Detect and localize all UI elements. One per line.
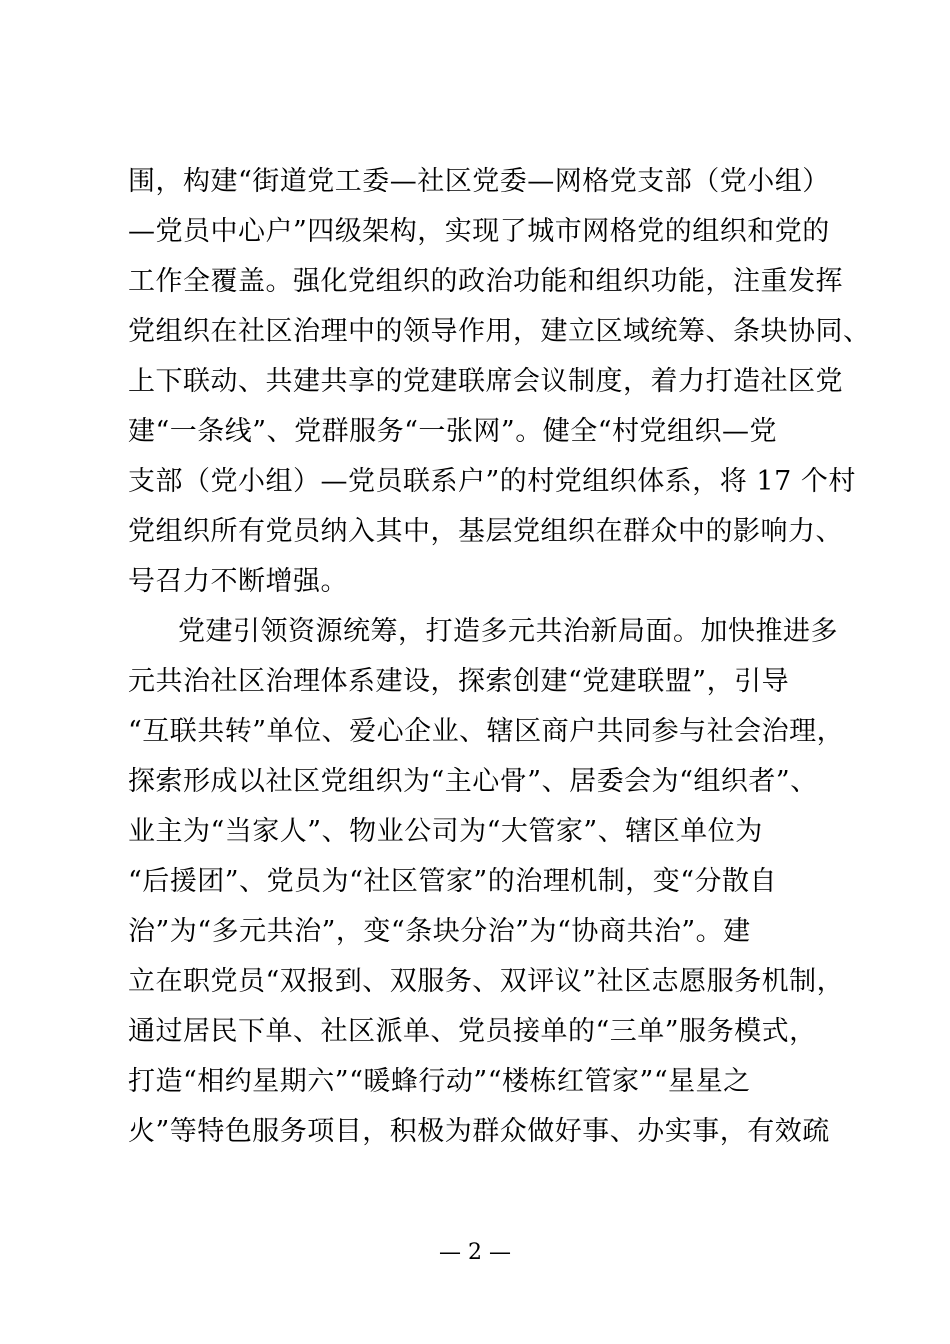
text-line: 元共治社区治理体系建设，探索创建“党建联盟”，引导: [128, 666, 790, 697]
text-line: —党员中心户”四级架构，实现了城市网格党的组织和党的: [128, 216, 830, 247]
text-line: 火”等特色服务项目，积极为群众做好事、办实事，有效疏: [128, 1116, 830, 1147]
text-line: 党组织所有党员纳入其中，基层党组织在群众中的影响力、: [128, 516, 843, 547]
text-line: 探索形成以社区党组织为“主心骨”、居委会为“组织者”、: [128, 766, 818, 797]
text-line: 党组织在社区治理中的领导作用，建立区域统筹、条块协同、: [128, 316, 871, 347]
page-number: — 2 —: [439, 1240, 511, 1265]
text-line: 打造“相约星期六”“暖蜂行动”“楼栋红管家”“星星之: [128, 1066, 751, 1097]
text-line: 立在职党员“双报到、双服务、双评议”社区志愿服务机制，: [128, 966, 845, 997]
text-line: 围，构建“街道党工委—社区党委—网格党支部（党小组）: [128, 166, 830, 197]
text-line: 业主为“当家人”、物业公司为“大管家”、辖区单位为: [128, 816, 763, 847]
text-line: 上下联动、共建共享的党建联席会议制度，着力打造社区党: [128, 366, 843, 397]
text-line: 支部（党小组）—党员联系户”的村党组织体系，将 17 个村: [128, 466, 856, 497]
text-line: “互联共转”单位、爱心企业、辖区商户共同参与社会治理，: [128, 716, 845, 747]
text-line: 治”为“多元共治”，变“条块分治”为“协商共治”。建: [128, 916, 751, 947]
text-line: 工作全覆盖。强化党组织的政治功能和组织功能，注重发挥: [128, 266, 843, 297]
paragraph-first-line: 党建引领资源统筹，打造多元共治新局面。加快推进多: [178, 616, 838, 647]
text-line: 通过居民下单、社区派单、党员接单的“三单”服务模式，: [128, 1016, 817, 1047]
text-line: “后援团”、党员为“社区管家”的治理机制，变“分散自: [128, 866, 778, 897]
text-line: 号召力不断增强。: [128, 566, 348, 597]
text-line: 建“一条线”、党群服务“一张网”。健全“村党组织—党: [128, 416, 778, 447]
